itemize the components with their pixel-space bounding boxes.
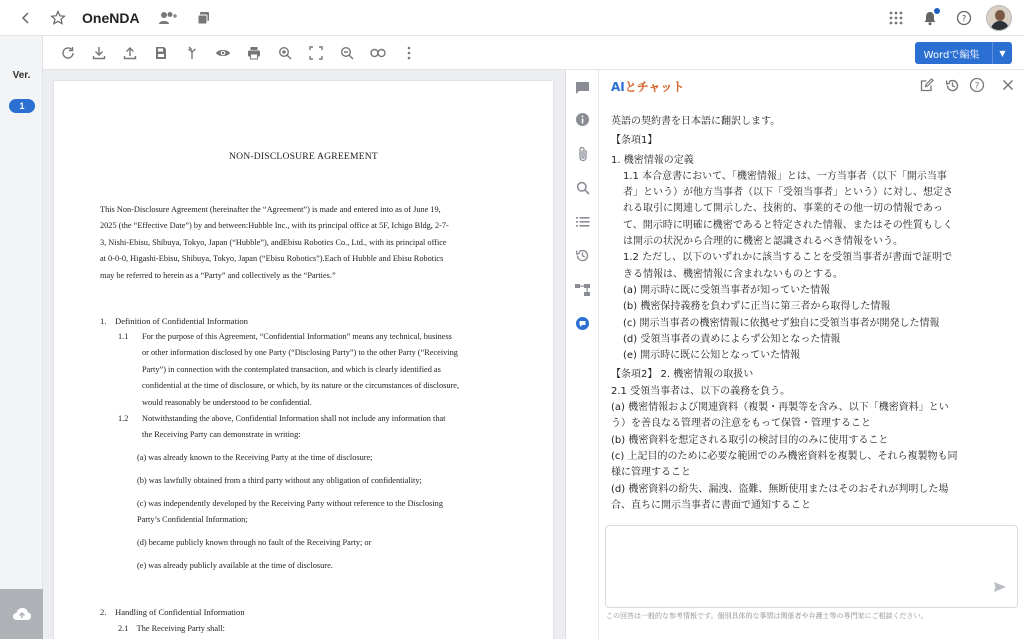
notification-dot: [934, 8, 940, 14]
fit-screen-icon[interactable]: [305, 42, 327, 64]
intro-line: at 0-0-0, Higashi-Ebisu, Shibuya, Tokyo, Japan (“Ebisu Robotics”).Each of Hubble and Ebisu Robotics: [100, 254, 444, 264]
clause-1-1-text: [142, 329, 532, 411]
ai-response-line: 1.2 ただし、以下のいずれかに該当することを受領当事者が書面で証明で: [623, 252, 953, 264]
bell-icon[interactable]: [918, 6, 942, 30]
ai-response-line: は開示の状況から合理的に機密と認識されるべき情報をいう。: [623, 236, 903, 248]
intro-line: may be referred to herein as a “Party” and collectively as the “Parties.”: [100, 270, 336, 280]
ai-response-line: (c) 上記目的のために必要な範囲でのみ機密資料を複製し、それら複製物も同: [611, 450, 958, 462]
cloud-upload-icon: [12, 606, 32, 622]
ai-response-line: て、開示時に明確に機密であると特定された情報、またはその性質もしく: [623, 219, 953, 231]
intro-line: This Non-Disclosure Agreement (hereinafter the “Agreement”) is made and entered into as of June 19,: [100, 205, 441, 214]
ai-response-line: (b) 機密資料を想定される取引の検討目的のみに使用すること: [611, 434, 889, 446]
section-1-heading: 1. Definition of Confidential Information: [100, 316, 248, 326]
clause-line: or other information disclosed by one Party (“Disclosing Party”) to the other Party (“Receiving: [142, 348, 458, 358]
print-icon[interactable]: [243, 42, 265, 64]
edit-in-word-label: Wordで編集: [923, 49, 980, 61]
clause-line: Notwithstanding the above, Confidential Information shall not include any information that: [142, 414, 446, 423]
clause-2-1-partial: 2.1 The Receiving Party shall:: [118, 624, 225, 633]
side-icon-bar: [566, 70, 599, 639]
ai-disclaimer: この回答は一般的な参考情報です。個別具体的な事情は関係者や弁護士等の専門家にご相談ください。: [606, 612, 928, 620]
refresh-icon[interactable]: [57, 42, 79, 64]
ai-response-line: 【条項1】: [611, 135, 658, 147]
exception-item-b: (b) was lawfully obtained from a third party without any obligation of confidentiality;: [137, 476, 422, 485]
ai-panel-title: [611, 78, 684, 95]
ai-response-line: 【条項2】 2. 機密情報の取扱い: [611, 369, 754, 381]
ai-response-line: きる情報は、機密情報に含まれないものとする。: [623, 268, 843, 280]
history-icon[interactable]: [574, 247, 591, 264]
ai-response-line: (d) 機密資料の紛失、漏洩、盗難、無断使用またはそのおそれが判明した場: [611, 483, 949, 495]
exception-item-a: (a) was already known to the Receiving Party at the time of disclosure;: [137, 453, 373, 462]
ai-response-line: 2.1 受領当事者は、以下の義務を負う。: [611, 385, 791, 397]
upload-icon[interactable]: [119, 42, 141, 64]
svg-text:?: ?: [961, 14, 967, 25]
ai-response-line: (c) 開示当事者の機密情報に依拠せず独自に受領当事者が開発した情報: [623, 317, 940, 329]
ai-response-line: 様に管理すること: [611, 467, 691, 479]
ai-chat-panel: [599, 70, 1024, 639]
ai-chat-icon[interactable]: [574, 315, 591, 332]
clause-1-2-number: 1.2: [118, 414, 129, 423]
ai-response-line: 英語の契約書を日本語に翻訳します。: [611, 116, 781, 127]
ai-response: [611, 114, 1003, 514]
ai-panel-actions: [919, 77, 1016, 93]
svg-text:?: ?: [974, 81, 980, 92]
edit-icon[interactable]: [919, 77, 935, 93]
exception-item-d: (d) became publicly known through no fault of the Receiving Party; or: [137, 538, 372, 547]
document-viewer[interactable]: [43, 70, 565, 639]
ai-response-line: 1. 機密情報の定義: [611, 154, 694, 166]
ai-response-line: れる取引に関連して開示した、技術的、事業的その他一切の情報であっ: [623, 203, 943, 215]
help-icon[interactable]: [969, 77, 985, 93]
download-icon[interactable]: [88, 42, 110, 64]
zoom-out-icon[interactable]: [336, 42, 358, 64]
top-bar: [0, 0, 1024, 36]
list-icon[interactable]: [574, 213, 591, 230]
chat-input[interactable]: [605, 525, 1018, 608]
ai-title-rest: とチャット: [624, 80, 685, 94]
apps-grid-icon[interactable]: [884, 6, 908, 30]
ai-response-line: (d) 受領当事者の責めによらず公知となった情報: [623, 333, 841, 345]
edit-in-word-button[interactable]: [915, 42, 1012, 64]
close-icon[interactable]: [1000, 77, 1016, 93]
clause-line: For the purpose of this Agreement, “Confidential Information” means any technical, business: [142, 332, 452, 341]
exception-item-e: (e) was already publicly available at the time of disclosure.: [137, 561, 333, 570]
version-rail: [0, 36, 43, 639]
avatar[interactable]: [986, 5, 1012, 31]
attachment-icon[interactable]: [574, 145, 591, 162]
save-icon[interactable]: [150, 42, 172, 64]
ai-response-line: 合、直ちに開示当事者に書面で通知すること: [611, 499, 811, 511]
help-icon[interactable]: [952, 6, 976, 30]
ai-response-line: (b) 機密保持義務を負わずに正当に第三者から取得した情報: [623, 301, 891, 313]
ai-response-line: う）を善良なる管理者の注意をもって保管・管理すること: [611, 418, 871, 430]
info-icon[interactable]: [574, 111, 591, 128]
add-user-icon[interactable]: [156, 6, 180, 30]
ai-response-line: (a) 開示時に既に受領当事者が知っていた情報: [623, 284, 831, 296]
exception-item-c: (c) was independently developed by the Receiving Party without reference to the Disclosing: [137, 499, 443, 508]
clause-1-1-number: 1.1: [118, 332, 129, 341]
more-icon[interactable]: [398, 42, 420, 64]
document-toolbar: [43, 36, 1024, 70]
intro-line: 3, Nishi-Ebisu, Shibuya, Tokyo, Japan (“Hubble”), andEbisu Robotics Co., Ltd., with its principal office: [100, 237, 447, 247]
link-icon[interactable]: [367, 42, 389, 64]
send-icon[interactable]: [993, 578, 1007, 597]
document-page: [54, 81, 553, 639]
ai-response-line: (a) 機密情報および関連資料（複製・再製等を含み、以下「機密資料」とい: [611, 402, 949, 414]
diagram-icon[interactable]: [574, 281, 591, 298]
intro-paragraph: [100, 202, 520, 284]
stack-icon[interactable]: [192, 6, 216, 30]
merge-icon[interactable]: [181, 42, 203, 64]
clause-line: Party”) in connection with the contemplated transaction, and which is clearly identified as: [142, 364, 441, 374]
version-label: Ver.: [12, 70, 31, 81]
ai-response-line: 1.1 本合意書において、「機密情報」とは、一方当事者（以下「開示当事: [623, 170, 947, 182]
eye-icon[interactable]: [212, 42, 234, 64]
version-badge[interactable]: 1: [9, 99, 35, 113]
zoom-in-icon[interactable]: [274, 42, 296, 64]
ai-response-line: (e) 開示時に既に公知となっていた情報: [623, 350, 801, 362]
clause-1-2-text: [142, 411, 532, 444]
star-icon[interactable]: [46, 6, 70, 30]
history-icon[interactable]: [944, 77, 960, 93]
search-icon[interactable]: [574, 179, 591, 196]
comment-icon[interactable]: [574, 79, 591, 96]
document-title: NON-DISCLOSURE AGREEMENT: [229, 151, 378, 162]
cloud-upload-button[interactable]: [0, 589, 43, 639]
app-title: OneNDA: [82, 9, 140, 26]
intro-line: 2025 (the “Effective Date”) by and between:Hubble Inc., with its principal office at 5F, Ichigo Bldg, 2-7-: [100, 221, 449, 231]
exception-item-c-cont: Party’s Confidential Information;: [137, 515, 248, 524]
section-2-heading: 2. Handling of Confidential Information: [100, 607, 245, 617]
ai-title-ai: AI: [611, 80, 625, 94]
clause-line: the Receiving Party can demonstrate in writing:: [142, 430, 301, 440]
clause-line: would reasonably be understood to be confidential.: [142, 397, 312, 407]
ai-response-line: 者」という）が他方当事者（以下「受領当事者」という）に対し、想定さ: [623, 187, 953, 199]
back-arrow-icon[interactable]: [14, 6, 38, 30]
clause-line: confidential at the time of disclosure, or which, by its nature or the circumstances of disclosure,: [142, 381, 460, 391]
chevron-down-icon[interactable]: ▼: [992, 42, 1012, 64]
